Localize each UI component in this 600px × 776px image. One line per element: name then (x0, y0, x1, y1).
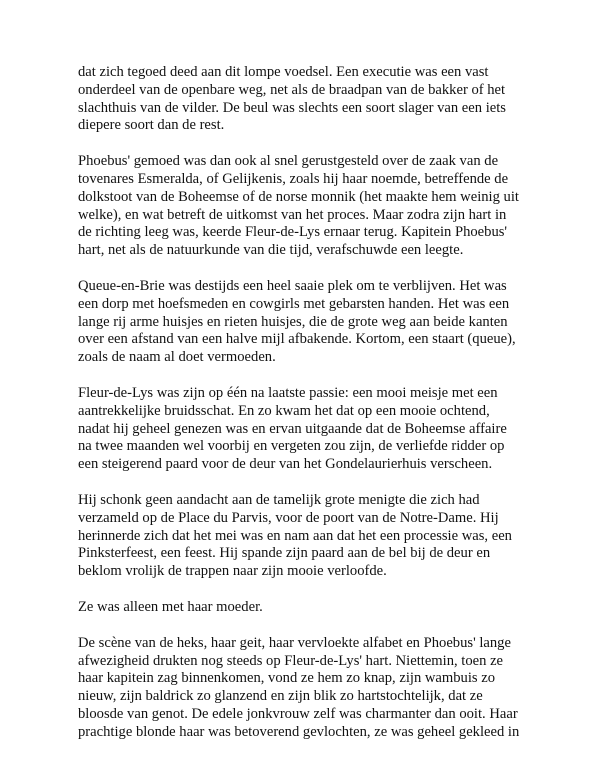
text-line: nieuw, zijn baldrick zo glanzend en zijn blik zo hartstochtelijk, dat ze (78, 688, 483, 705)
text-line: Fleur-de-Lys was zijn op één na laatste passie: een mooi meisje met een (78, 384, 498, 401)
text-line: de richting leeg was, keerde Fleur-de-Lys ernaar terug. Kapitein Phoebus' (78, 224, 508, 241)
text-line: slachthuis van de vilder. De beul was slechts een soort slager van een iets (78, 99, 506, 116)
paragraph-7 (78, 635, 530, 742)
text-line: tovenares Esmeralda, of Gelijkenis, zoals hij haar noemde, betreffende de (78, 170, 509, 187)
text-line: lange rij arme huisjes en rieten huisjes, die de grote weg aan beide kanten (78, 313, 508, 330)
paragraph-5 (78, 492, 530, 581)
text-line: hart, net als de natuurkunde van die tijd, verafschuwde een leegte. (78, 242, 464, 259)
text-line: over een afstand van een halve mijl afbakende. Kortom, een staart (queue), (78, 331, 516, 348)
paragraph-2 (78, 153, 530, 260)
text-line: welke), en wat betreft de uitkomst van het proces. Maar zodra zijn hart in (78, 206, 507, 223)
text-line: een steigerend paard voor de deur van het Gondelaurierhuis verscheen. (78, 456, 493, 473)
paragraph-4 (78, 385, 530, 474)
text-line: diepere soort dan de rest. (78, 117, 225, 134)
paragraph-6 (78, 599, 530, 617)
text-line: beklom vrolijk de trappen naar zijn mooie verloofde. (78, 563, 387, 580)
text-line: prachtige blonde haar was betoverend gevlochten, ze was geheel gekleed in (78, 723, 520, 740)
text-line: afwezigheid drukten nog steeds op Fleur-de-Lys' hart. Niettemin, toen ze (78, 652, 504, 669)
document-page (78, 64, 530, 760)
text-line: na twee maanden wel voorbij en vergeten zou zijn, de verliefde ridder op (78, 438, 505, 455)
text-line: dolkstoot van de Boheemse of de norse monnik (het maakte hem weinig uit (78, 188, 519, 205)
text-line: Phoebus' gemoed was dan ook al snel gerustgesteld over de zaak van de (78, 153, 499, 170)
text-line: bloosde van genot. De edele jonkvrouw zelf was charmanter dan ooit. Haar (78, 705, 518, 722)
text-line: haar kapitein zag binnenkomen, vond ze hem zo knap, zijn wambuis zo (78, 670, 496, 687)
text-line: nadat hij geheel genezen was en ervan uitgaande dat de Boheemse affaire (78, 420, 507, 437)
text-line: een dorp met hoefsmeden en cowgirls met gebarsten handen. Het was een (78, 295, 510, 312)
text-line: verzameld op de Place du Parvis, voor de poort van de Notre-Dame. Hij (78, 509, 499, 526)
text-line: onderdeel van de openbare weg, net als de braadpan van de bakker of het (78, 81, 506, 98)
paragraph-1 (78, 64, 530, 135)
text-line: herinnerde zich dat het mei was en nam aan dat het een processie was, een (78, 527, 512, 544)
text-line: Pinksterfeest, een feest. Hij spande zijn paard aan de bel bij de deur en (78, 545, 491, 562)
text-line: Hij schonk geen aandacht aan de tamelijk grote menigte die zich had (78, 491, 480, 508)
text-line: De scène van de heks, haar geit, haar vervloekte alfabet en Phoebus' lange (78, 634, 511, 651)
text-line: dat zich tegoed deed aan dit lompe voedsel. Een executie was een vast (78, 64, 489, 80)
paragraph-3 (78, 278, 530, 367)
text-line: Ze was alleen met haar moeder. (78, 598, 263, 615)
text-line: Queue-en-Brie was destijds een heel saaie plek om te verblijven. Het was (78, 277, 507, 294)
text-line: aantrekkelijke bruidsschat. En zo kwam het dat op een mooie ochtend, (78, 402, 490, 419)
text-line: zoals de naam al doet vermoeden. (78, 349, 276, 366)
